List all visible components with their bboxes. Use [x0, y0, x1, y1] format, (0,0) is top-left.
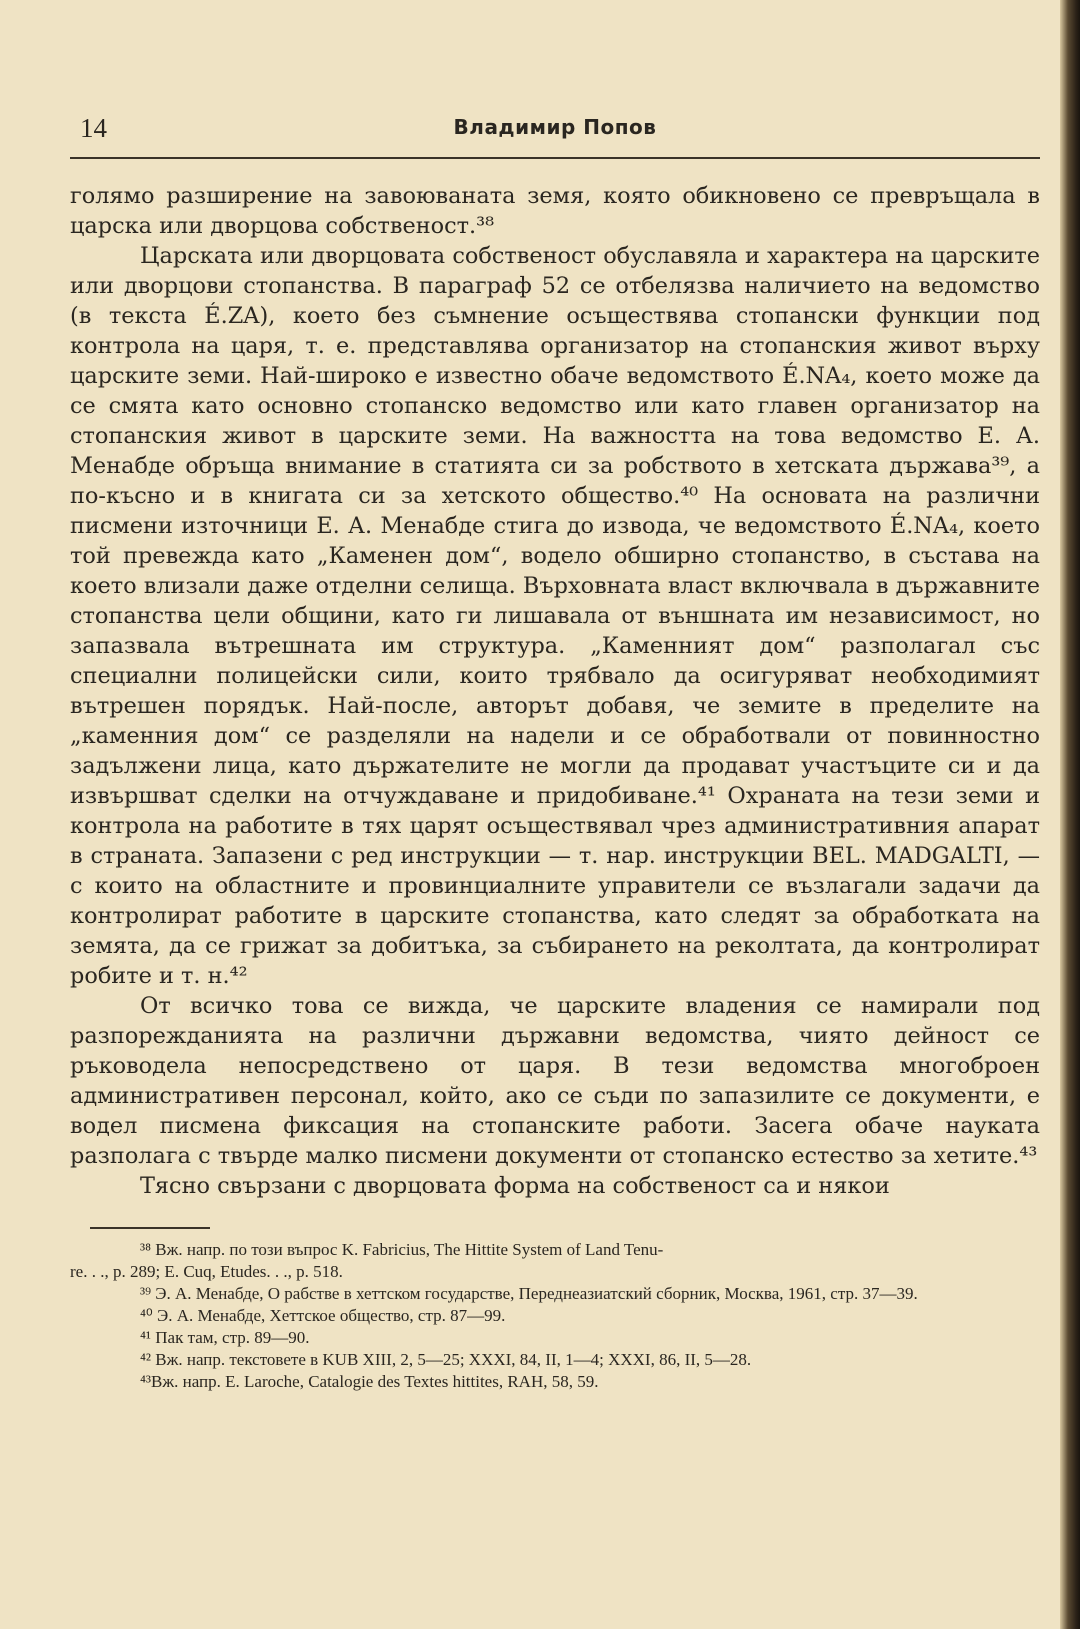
footnote-42: ⁴² Вж. напр. текстовете в KUB XIII, 2, 5—25; XXXI, 84, II, 1—4; XXXI, 86, II, 5—28.	[140, 1350, 752, 1369]
book-page	[70, 105, 1040, 1393]
paragraph: Царската или дворцовата собственост обуславяла и характера на царските или дворцови стопанства. В параграф 52 се отбелязва наличието на ведомство (в текста É.ZA), което без съмнение осъществява стопански функции под контрола на царя, т. е. представлява организатор на стопанския живот върху царските земи. Най-широко е известно обаче ведомството É.NA₄, което може да се смята като основно стопанско ведомство или като главен организатор на стопанския живот в царските земи. На важността на това ведомство Е. А. Менабде обръща внимание в статията си за робството в хетската държава³⁹, а по-късно и в книгата си за хетското общество.⁴⁰ На основата на различни писмени източници Е. А. Менабде стига до извода, че ведомството É.NA₄, което той превежда като „Каменен дом“, водело обширно стопанство, в състава на което влизали даже отделни селища. Върховната власт включвала в държавните стопанства цели общини, като ги лишавала от външната им независимост, но запазвала вътрешната им структура. „Каменният дом“ разполагал със специални полицейски сили, които трябвало да осигуряват необходимият вътрешен порядък. Най-после, авторът добавя, че земите в пределите на „каменния дом“ се разделяли на надели и се обработвали от повинностно задължени лица, като държателите не могли да продават участъците си и да извършват сделки на отчуждаване и придобиване.⁴¹ Охраната на тези земи и контрола на работите в тях царят осъществявал чрез административния апарат в страната. Запазени с ред инструкции — т. нар. инструкции BEL. MADGALTI, — с които на областните и провинциалните управители се възлагали задачи да контролират работите в царските стопанства, като следят за обработката на земята, да се грижат за добитъка, за събирането на реколтата, да контролират робите и т. н.⁴²	[70, 243, 1040, 989]
footnote-38: ³⁸ Вж. напр. по този въпрос K. Fabricius, The Hittite System of Land Tenu-	[140, 1240, 664, 1259]
page-number: 14	[80, 113, 107, 143]
running-head-author: Владимир Попов	[453, 115, 657, 139]
footnote-rule	[90, 1227, 210, 1229]
footnote-41: ⁴¹ Пак там, стр. 89—90.	[140, 1328, 310, 1347]
footnote-40: ⁴⁰ Э. А. Менабде, Хеттское общество, стр. 87—99.	[140, 1306, 506, 1325]
footnote-38-continuation: re. . ., p. 289; E. Cuq, Etudes. . ., p. 518.	[70, 1262, 343, 1281]
body-text	[70, 181, 1040, 1201]
book-spine-edge	[1060, 0, 1080, 1629]
paragraph-continuation: голямо разширение на завоюваната земя, която обикновено се превръщала в царска или дворцова собственост.³⁸	[70, 183, 1040, 239]
footnotes	[70, 1239, 1040, 1393]
paragraph: Тясно свързани с дворцовата форма на собственост са и някои	[140, 1173, 890, 1199]
header-rule	[70, 157, 1040, 159]
paragraph: От всичко това се вижда, че царските владения се намирали под разпорежданията на различни държавни ведомства, чиято дейност се ръководела непосредствено от царя. В тези ведомства многоброен административен персонал, който, ако се съди по запазилите се документи, е водел писмена фиксация на стопанските работи. Засега обаче науката разполага с твърде малко писмени документи от стопанско естество за хетите.⁴³	[70, 993, 1040, 1169]
footnote-39: ³⁹ Э. А. Менабде, О рабстве в хеттском государстве, Переднеазиатский сборник, Москва, 1961, стр. 37—39.	[140, 1284, 918, 1303]
footnote-43: ⁴³Вж. напр. E. Laroche, Catalogie des Textes hittites, RAH, 58, 59.	[140, 1372, 599, 1391]
page-header	[70, 105, 1040, 145]
